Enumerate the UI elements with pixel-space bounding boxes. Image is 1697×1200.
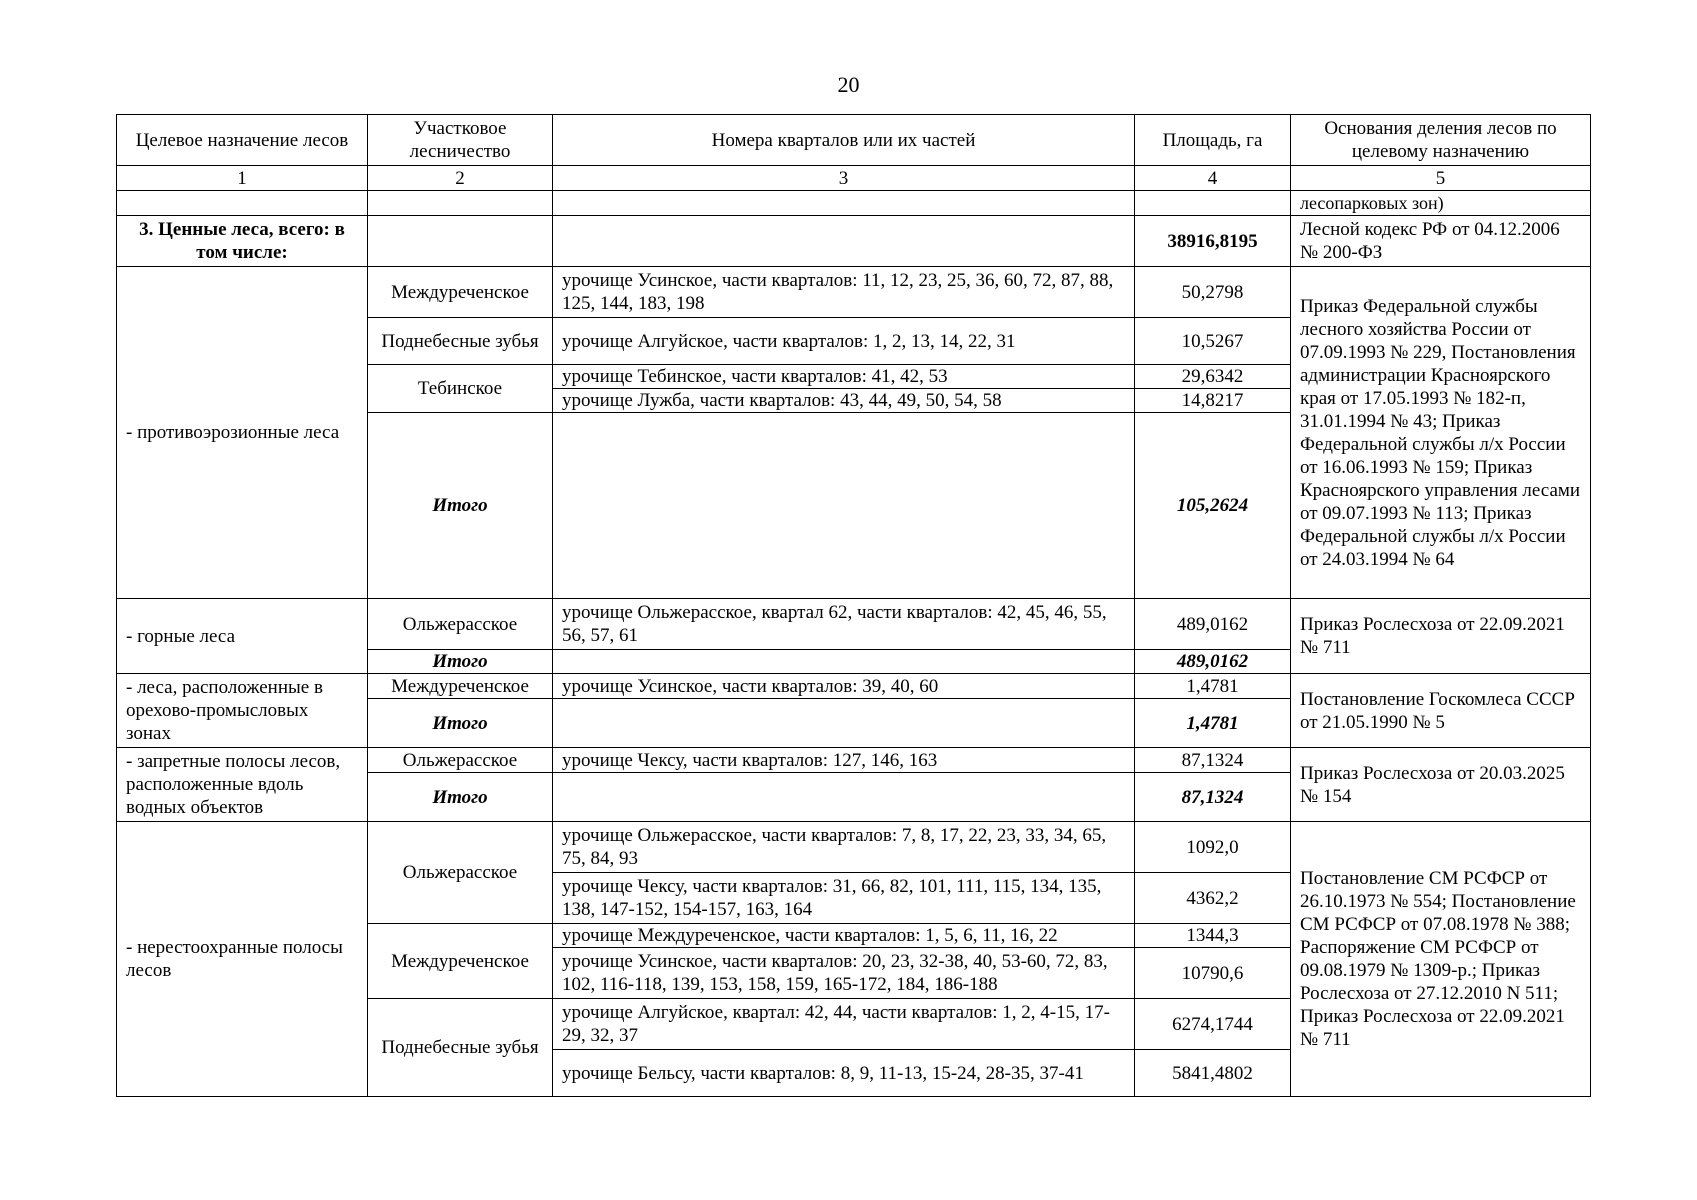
forestry-cell: Поднебесные зубья	[368, 318, 553, 365]
category-total-label: 3. Ценные леса, всего: в том числе:	[117, 216, 368, 267]
column-number-row	[117, 166, 1591, 191]
quarters-cell: урочище Междуреченское, части кварталов: 1, 5, 6, 11, 16, 22	[553, 924, 1135, 948]
header-row	[117, 115, 1591, 166]
basis-cell: Приказ Федеральной службы лесного хозяйства России от 07.09.1993 № 229, Постановления администрации Красноярского края от 17.05.1993 № 182-п, 31.01.1994 № 43; Приказ Федеральной службы л/х России от 16.06.1993 № 159; Приказ Красноярского управления лесами от 09.07.1993 № 113; Приказ Федеральной службы л/х России от 24.03.1994 № 64	[1291, 267, 1591, 599]
carryover-row	[117, 191, 1591, 216]
purpose-cell: - горные леса	[117, 599, 368, 674]
total-basis: Лесной кодекс РФ от 04.12.2006 № 200-ФЗ	[1291, 216, 1591, 267]
itogo-label: Итого	[368, 413, 553, 599]
column-number: 1	[117, 166, 368, 191]
carryover-basis: лесопарковых зон)	[1291, 191, 1591, 216]
column-number: 5	[1291, 166, 1591, 191]
header-cell: Основания деления лесов по целевому назначению	[1291, 115, 1591, 166]
category-total-area: 38916,8195	[1135, 216, 1291, 267]
area-cell: 1,4781	[1135, 674, 1291, 699]
basis-cell: Приказ Рослесхоза от 22.09.2021 № 711	[1291, 599, 1591, 674]
basis-cell: Постановление Госкомлеса СССР от 21.05.1990 № 5	[1291, 674, 1591, 748]
area-cell: 1092,0	[1135, 822, 1291, 873]
itogo-label: Итого	[368, 650, 553, 674]
forestry-cell: Междуреченское	[368, 924, 553, 999]
header-cell: Площадь, га	[1135, 115, 1291, 166]
quarters-cell: урочище Усинское, части кварталов: 11, 12, 23, 25, 36, 60, 72, 87, 88, 125, 144, 183, 198	[553, 267, 1135, 318]
header-cell: Целевое назначение лесов	[117, 115, 368, 166]
area-cell: 87,1324	[1135, 748, 1291, 773]
forestry-cell: Междуреченское	[368, 267, 553, 318]
area-cell: 1344,3	[1135, 924, 1291, 948]
quarters-cell: урочище Усинское, части кварталов: 20, 23, 32-38, 40, 53-60, 72, 83, 102, 116-118, 139, 153, 158, 159, 165-172, 184, 186-188	[553, 948, 1135, 999]
quarters-cell: урочище Тебинское, части кварталов: 41, 42, 53	[553, 365, 1135, 389]
table-row	[117, 674, 1591, 699]
forestry-cell: Ольжерасское	[368, 822, 553, 924]
quarters-cell: урочище Бельсу, части кварталов: 8, 9, 11-13, 15-24, 28-35, 37-41	[553, 1050, 1135, 1097]
page-number: 20	[837, 72, 860, 97]
column-number: 2	[368, 166, 553, 191]
total-row	[117, 216, 1591, 267]
table-row	[117, 267, 1591, 318]
forest-purpose-table	[116, 114, 1591, 1097]
quarters-cell: урочище Усинское, части кварталов: 39, 40, 60	[553, 674, 1135, 699]
column-number: 3	[553, 166, 1135, 191]
area-cell: 50,2798	[1135, 267, 1291, 318]
area-cell: 5841,4802	[1135, 1050, 1291, 1097]
basis-cell: Приказ Рослесхоза от 20.03.2025 № 154	[1291, 748, 1591, 822]
table-row	[117, 822, 1591, 873]
area-cell: 10790,6	[1135, 948, 1291, 999]
area-cell: 10,5267	[1135, 318, 1291, 365]
quarters-cell: урочище Алгуйское, квартал: 42, 44, части кварталов: 1, 2, 4-15, 17-29, 32, 37	[553, 999, 1135, 1050]
purpose-cell: - запретные полосы лесов, расположенные вдоль водных объектов	[117, 748, 368, 822]
area-cell: 4362,2	[1135, 873, 1291, 924]
forestry-cell: Междуреченское	[368, 674, 553, 699]
table-row	[117, 748, 1591, 773]
quarters-cell: урочище Алгуйское, части кварталов: 1, 2, 13, 14, 22, 31	[553, 318, 1135, 365]
area-cell: 14,8217	[1135, 389, 1291, 413]
quarters-cell: урочище Лужба, части кварталов: 43, 44, 49, 50, 54, 58	[553, 389, 1135, 413]
header-cell: Участковое лесничество	[368, 115, 553, 166]
forestry-cell: Тебинское	[368, 365, 553, 413]
header-cell: Номера кварталов или их частей	[553, 115, 1135, 166]
forestry-cell: Поднебесные зубья	[368, 999, 553, 1097]
itogo-area: 87,1324	[1135, 773, 1291, 822]
itogo-area: 489,0162	[1135, 650, 1291, 674]
area-cell: 489,0162	[1135, 599, 1291, 650]
purpose-cell: - леса, расположенные в орехово-промысловых зонах	[117, 674, 368, 748]
quarters-cell: урочище Ольжерасское, квартал 62, части кварталов: 42, 45, 46, 55, 56, 57, 61	[553, 599, 1135, 650]
itogo-area: 105,2624	[1135, 413, 1291, 599]
forestry-cell: Ольжерасское	[368, 599, 553, 650]
purpose-cell: - нерестоохранные полосы лесов	[117, 822, 368, 1097]
basis-cell: Постановление СМ РСФСР от 26.10.1973 № 554; Постановление СМ РСФСР от 07.08.1978 № 388; Распоряжение СМ РСФСР от 09.08.1979 № 1309-р.; Приказ Рослесхоза от 27.12.2010 N 511; Приказ Рослесхоза от 22.09.2021 № 711	[1291, 822, 1591, 1097]
itogo-label: Итого	[368, 699, 553, 748]
area-cell: 29,6342	[1135, 365, 1291, 389]
forestry-cell: Ольжерасское	[368, 748, 553, 773]
quarters-cell: урочище Чексу, части кварталов: 31, 66, 82, 101, 111, 115, 134, 135, 138, 147-152, 154-157, 163, 164	[553, 873, 1135, 924]
quarters-cell: урочище Ольжерасское, части кварталов: 7, 8, 17, 22, 23, 33, 34, 65, 75, 84, 93	[553, 822, 1135, 873]
itogo-area: 1,4781	[1135, 699, 1291, 748]
table-row	[117, 599, 1591, 650]
purpose-cell: - противоэрозионные леса	[117, 267, 368, 599]
quarters-cell: урочище Чексу, части кварталов: 127, 146, 163	[553, 748, 1135, 773]
itogo-label: Итого	[368, 773, 553, 822]
area-cell: 6274,1744	[1135, 999, 1291, 1050]
column-number: 4	[1135, 166, 1291, 191]
